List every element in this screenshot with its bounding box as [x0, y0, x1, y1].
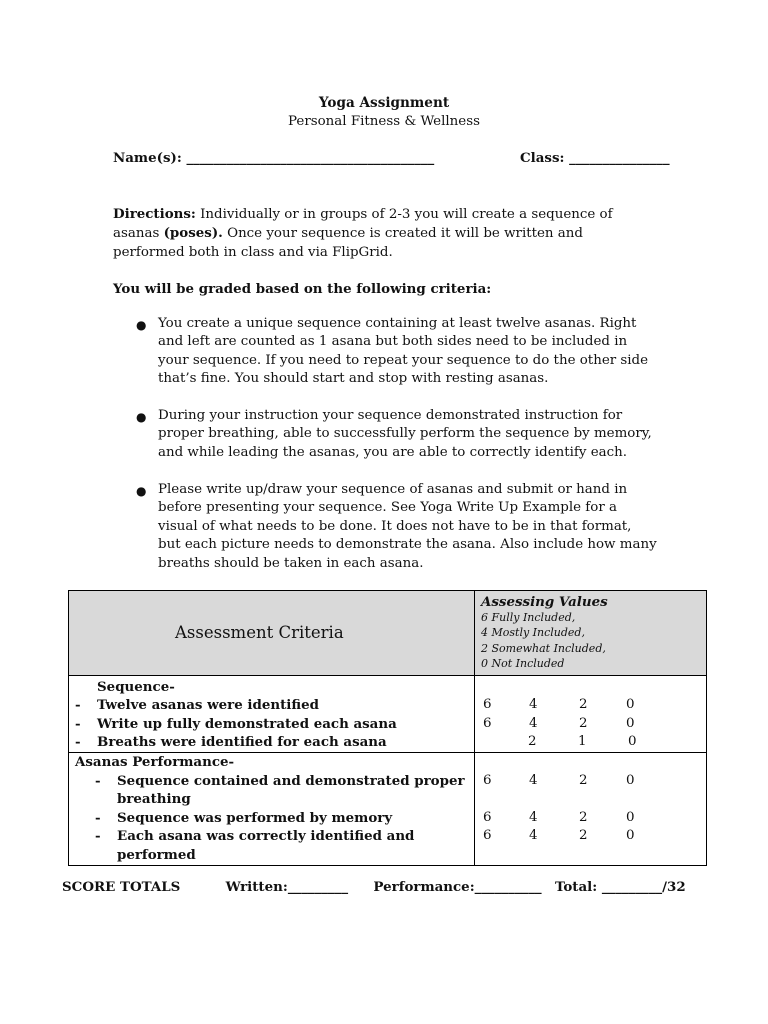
name-field: [113, 150, 434, 166]
name-label: Name(s):: [113, 150, 182, 166]
sequence-item-1: [69, 696, 474, 715]
rubric-header-row: [69, 591, 707, 676]
score-6: 6: [483, 697, 492, 713]
score-6: 6: [483, 809, 492, 825]
score-row: [475, 827, 706, 846]
dash-marker: -: [75, 734, 81, 751]
dash-marker: -: [95, 828, 101, 845]
graded-heading: You will be graded based on the following criteria:: [113, 281, 492, 297]
dash-marker: -: [75, 697, 81, 714]
score-2: 2: [579, 715, 588, 731]
values-title: Assessing Values: [481, 594, 608, 610]
score-0: 0: [626, 715, 635, 731]
dash-marker: -: [95, 809, 101, 826]
class-field: [520, 150, 670, 166]
directions-paragraph: [113, 205, 658, 262]
performance-item-3-text: Each asana was correctly identified and: [117, 828, 415, 845]
score-4: 4: [529, 697, 538, 713]
score-row: [475, 809, 706, 828]
score-6: 6: [483, 772, 492, 788]
written-total: Written:_________: [225, 879, 349, 895]
directions-label: Directions:: [113, 206, 196, 222]
score-6: 6: [483, 828, 492, 844]
class-label: Class:: [520, 150, 565, 166]
document-subtitle: Personal Fitness & Wellness: [288, 114, 480, 129]
performance-heading: Asanas Performance-: [75, 754, 235, 770]
performance-row: [69, 753, 707, 866]
score-row: [475, 733, 706, 752]
sequence-item-3: [69, 733, 474, 752]
score-0: 0: [626, 828, 635, 844]
sequence-item-3-text: Breaths were identified for each asana: [97, 734, 387, 751]
score-row-blank: [475, 790, 706, 809]
score-4: 4: [529, 772, 538, 788]
performance-item-3-cont: performed: [117, 846, 196, 863]
sequence-heading: Sequence-: [97, 678, 175, 695]
value-0: 0 Not Included: [481, 657, 565, 671]
score-row: [475, 696, 706, 715]
values-header-cell: [475, 591, 707, 676]
score-totals: [62, 879, 686, 895]
bullet-dot-1: ●: [136, 318, 147, 332]
score-0: 0: [626, 772, 635, 788]
score-2: 2: [579, 697, 588, 713]
directions-text-2: Once your sequence is created it will be written and performed both in class and via FlipGrid.: [113, 226, 583, 260]
score-0: 0: [626, 809, 635, 825]
performance-item-1: [69, 772, 474, 791]
score-4: 4: [529, 828, 538, 844]
criteria-header-cell: [69, 591, 475, 676]
score-0: 0: [628, 734, 637, 750]
bullet-dot-2: ●: [136, 410, 147, 424]
value-4: 4 Mostly Included,: [481, 626, 585, 640]
dash-marker: -: [95, 772, 101, 789]
directions-text: Individually or in groups of 2-3 you will create a sequence of asanas: [113, 207, 613, 242]
score-2: 2: [579, 772, 588, 788]
performance-item-1-cont: breathing: [117, 791, 191, 808]
document-title: Yoga Assignment: [318, 95, 450, 111]
performance-item-2-text: Sequence was performed by memory: [117, 809, 393, 826]
value-6: 6 Fully Included,: [481, 611, 576, 624]
score-row-blank: [475, 678, 706, 697]
score-2: 2: [579, 809, 588, 825]
dash-marker: -: [75, 715, 81, 732]
score-row: [475, 772, 706, 791]
sequence-item-2: [69, 715, 474, 734]
score-0: 0: [626, 697, 635, 713]
score-row-blank: [475, 753, 706, 772]
performance-total: Performance:__________: [373, 879, 542, 895]
bullet-text-2: During your instruction your sequence demonstrated instruction for proper breathing, able to successfully perform the sequence by memory, and while leading the asanas, you are able to correctly identify each.: [158, 408, 652, 460]
performance-criteria-cell: [69, 753, 475, 866]
bullet-dot-3: ●: [136, 484, 147, 498]
performance-item-3: [69, 827, 474, 846]
bullet-text-3: Please write up/draw your sequence of asanas and submit or hand in before presenting your sequence. See Yoga Write Up Example for a visual of what needs to be done. It does not have to be in that format, but each picture needs to demonstrate the asana. Also include how many breaths should be taken in each asana.: [158, 482, 657, 571]
score-row: [475, 715, 706, 734]
sequence-criteria-cell: [69, 675, 475, 752]
score-6: 6: [483, 715, 492, 731]
score-1: 1: [578, 734, 587, 750]
criteria-title: Assessment Criteria: [175, 623, 344, 643]
sequence-scores-cell: [475, 675, 707, 752]
class-blank: _______________: [569, 150, 670, 166]
sequence-item-1-text: Twelve asanas were identified: [97, 697, 319, 714]
name-blank: _____________________________________: [186, 150, 435, 166]
directions-poses: (poses).: [163, 225, 223, 242]
rubric-table: [68, 590, 707, 866]
grand-total: Total: _________/32: [554, 879, 686, 895]
sequence-item-2-text: Write up fully demonstrated each asana: [97, 715, 397, 732]
bullet-text-1: You create a unique sequence containing at least twelve asanas. Right and left are counted as 1 asana but both sides need to be included in your sequence. If you need to repeat your sequence to do the other side that’s fine. You should start and stop with resting asanas.: [158, 316, 649, 387]
value-2: 2 Somewhat Included,: [481, 641, 606, 655]
performance-item-1-text: Sequence contained and demonstrated proper: [117, 772, 465, 789]
score-2: 2: [528, 734, 537, 750]
score-4: 4: [529, 809, 538, 825]
performance-item-2: [69, 809, 474, 828]
score-totals-label: SCORE TOTALS: [62, 879, 181, 895]
performance-scores-cell: [475, 753, 707, 866]
score-2: 2: [579, 828, 588, 844]
sequence-row: [69, 675, 707, 752]
score-4: 4: [529, 715, 538, 731]
